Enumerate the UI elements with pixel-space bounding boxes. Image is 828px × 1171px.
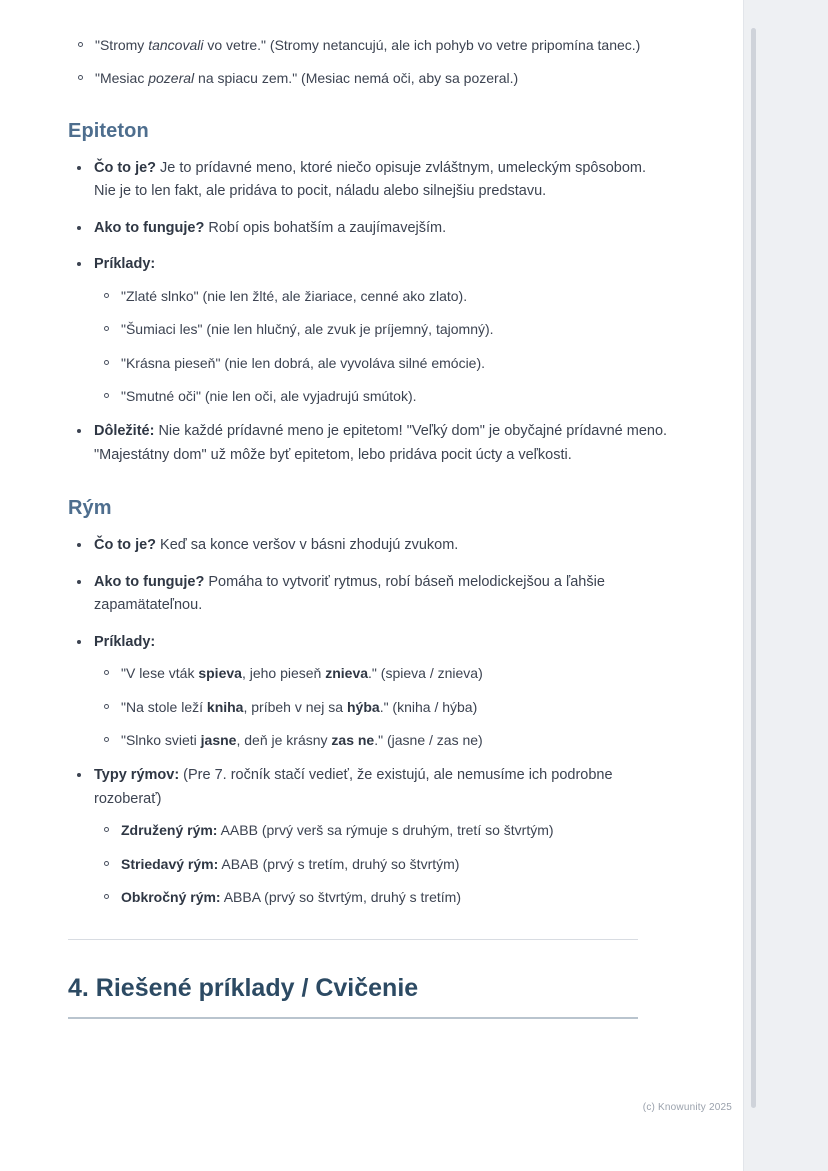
- item-label: Ako to funguje?: [94, 573, 205, 590]
- item-text: Je to prídavné meno, ktoré niečo opisuje zvláštnym, umeleckým spôsobom. Nie je to len fakt, ale pridáva to pocit, náladu alebo silnejšiu predstavu.: [94, 159, 647, 200]
- rhyme-suffix: ." (kniha / hýba): [379, 698, 478, 715]
- rhyme-middle: , príbeh v nej sa: [243, 698, 347, 715]
- item-text: Nie každé prídavné meno je epitetom! "Veľký dom" je obyčajné prídavné meno. "Majestátny dom" už môže byť epitetom, lebo pridáva pocit úcty a veľkosti.: [94, 423, 668, 463]
- list-item: [68, 34, 668, 56]
- item-label: Príklady:: [94, 633, 156, 650]
- list-item: "Šumiaci les" (nie len hlučný, ale zvuk je príjemný, tajomný).: [94, 318, 668, 340]
- sub-item-text: ABAB (prvý s tretím, druhý so štvrtým): [218, 855, 460, 872]
- page-title: 4. Riešené príklady / Cvičenie: [68, 974, 638, 1019]
- list-item: "Krásna pieseň" (nie len dobrá, ale vyvoláva silné emócie).: [94, 352, 668, 374]
- rhyme-word-1: spieva: [198, 665, 242, 682]
- list-item: [68, 631, 668, 752]
- list-item: [94, 853, 668, 875]
- item-text: Pomáha to vytvoriť rytmus, robí báseň melodickejšou a ľahšie zapamätateľnou.: [94, 573, 605, 614]
- list-item: [68, 420, 668, 467]
- list-item: "Smutné oči" (nie len oči, ale vyjadrujú smútok).: [94, 385, 668, 407]
- section-heading-rym: Rým: [68, 497, 112, 520]
- item-label: Dôležité:: [94, 423, 155, 440]
- item-text: Robí opis bohatším a zaujímavejším.: [204, 219, 447, 236]
- sub-item-label: Združený rým:: [121, 822, 218, 839]
- copyright-footer: (c) Knowunity 2025: [642, 1102, 732, 1113]
- list-item: [94, 819, 668, 841]
- rhyme-prefix: "Na stole leží: [121, 698, 207, 715]
- intro-examples-block: [68, 34, 668, 90]
- rhyme-word-1: jasne: [200, 731, 237, 748]
- list-item: [94, 662, 668, 684]
- list-item: [68, 764, 668, 908]
- scrollbar-thumb[interactable]: [751, 28, 756, 1108]
- rhyme-suffix: ." (jasne / zas ne): [374, 731, 483, 748]
- rhyme-middle: , jeho pieseň: [241, 665, 326, 682]
- item-label: Ako to funguje?: [94, 219, 205, 236]
- rhyme-word-2: zas ne: [331, 731, 375, 748]
- sub-item-label: Obkročný rým:: [121, 889, 221, 906]
- item-label: Čo to je?: [94, 159, 157, 176]
- section-list-rym: [68, 534, 668, 908]
- item-label: Čo to je?: [94, 537, 157, 554]
- sub-list-epiteton-examples: [94, 285, 668, 408]
- quote-emphasis: pozeral: [148, 70, 195, 87]
- sub-item-text: AABB (prvý verš sa rýmuje s druhým, tretí so štvrtým): [217, 822, 554, 839]
- quote-prefix: "Stromy: [95, 37, 149, 53]
- list-item: [68, 157, 668, 204]
- list-item: [68, 534, 668, 557]
- list-item: [68, 571, 668, 618]
- rhyme-prefix: "V lese vták: [121, 665, 199, 682]
- list-item: [94, 886, 668, 908]
- section-list-epiteton: [68, 157, 668, 467]
- quote-emphasis: tancovali: [148, 37, 204, 53]
- list-item: [94, 729, 668, 751]
- list-item: [68, 253, 668, 407]
- sub-item-label: Striedavý rým:: [121, 855, 219, 872]
- list-item: [68, 67, 668, 89]
- rhyme-word-2: hýba: [347, 698, 380, 715]
- rhyme-prefix: "Slnko svieti: [121, 731, 201, 748]
- item-text: Keď sa konce veršov v básni zhodujú zvukom.: [156, 537, 459, 554]
- quote-suffix: na spiacu zem." (Mesiac nemá oči, aby sa pozeral.): [194, 70, 519, 87]
- section-heading-epiteton: Epiteton: [68, 119, 149, 142]
- intro-example-list: [68, 34, 668, 90]
- item-text: (Pre 7. ročník stačí vedieť, že existujú, ale nemusíme ich podrobne rozoberať): [94, 767, 613, 807]
- item-label: Príklady:: [94, 256, 156, 273]
- rhyme-middle: , deň je krásny: [236, 731, 332, 748]
- quote-prefix: "Mesiac: [95, 70, 149, 87]
- sub-list-rhyme-types: [94, 819, 668, 908]
- list-item: [68, 217, 668, 240]
- list-item: "Zlaté slnko" (nie len žlté, ale žiariace, cenné ako zlato).: [94, 285, 668, 307]
- sub-list-rym-examples: [94, 662, 668, 751]
- list-item: [94, 696, 668, 718]
- rhyme-word-2: znieva: [325, 665, 369, 682]
- item-label: Typy rýmov:: [94, 767, 180, 784]
- sub-item-text: ABBA (prvý so štvrtým, druhý s tretím): [220, 889, 461, 906]
- rhyme-word-1: kniha: [206, 698, 244, 715]
- quote-suffix: vo vetre." (Stromy netancujú, ale ich pohyb vo vetre pripomína tanec.): [203, 37, 641, 53]
- document-content: [68, 0, 668, 1019]
- section-divider: [68, 939, 638, 940]
- rhyme-suffix: ." (spieva / znieva): [368, 665, 483, 682]
